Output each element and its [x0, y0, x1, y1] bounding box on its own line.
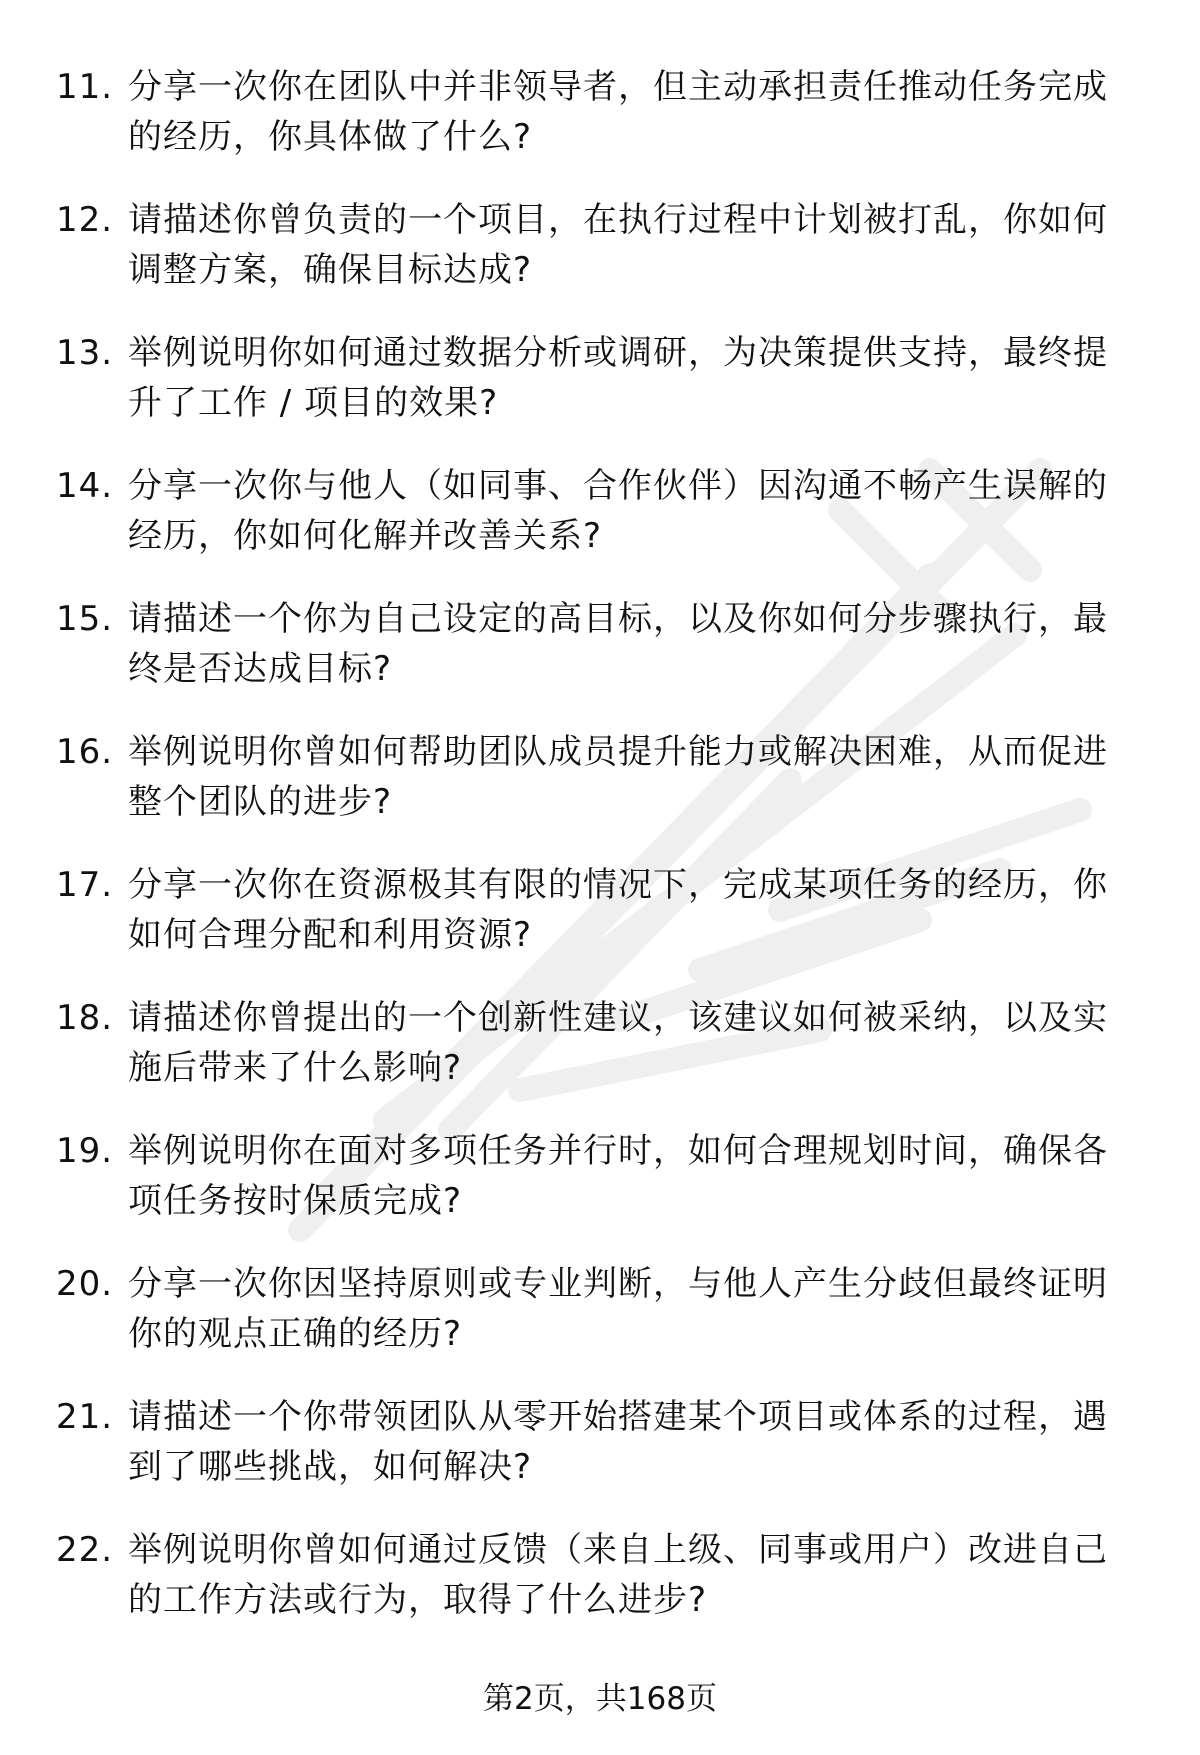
question-text: 举例说明你曾如何通过反馈（来自上级、同事或用户）改进自己的工作方法或行为，取得了什么进步?	[128, 1530, 1108, 1620]
question-number: 17.	[56, 865, 114, 905]
question-number: 13.	[56, 333, 114, 373]
question-text: 举例说明你如何通过数据分析或调研，为决策提供支持，最终提升了工作 / 项目的效果?	[128, 333, 1108, 423]
question-item	[0, 1120, 1200, 1253]
question-text: 请描述你曾负责的一个项目，在执行过程中计划被打乱，你如何调整方案，确保目标达成?	[128, 200, 1108, 290]
question-item	[0, 322, 1200, 455]
page-footer: 第2页，共168页	[483, 1681, 717, 1717]
question-number: 15.	[56, 599, 114, 639]
question-text: 分享一次你因坚持原则或专业判断，与他人产生分歧但最终证明你的观点正确的经历?	[128, 1264, 1108, 1354]
question-text: 举例说明你曾如何帮助团队成员提升能力或解决困难，从而促进整个团队的进步?	[128, 732, 1108, 822]
question-text: 请描述一个你带领团队从零开始搭建某个项目或体系的过程，遇到了哪些挑战，如何解决?	[128, 1397, 1108, 1487]
question-number: 11.	[56, 67, 114, 107]
question-item	[0, 56, 1200, 189]
question-text: 分享一次你在团队中并非领导者，但主动承担责任推动任务完成的经历，你具体做了什么?	[128, 67, 1108, 157]
question-item	[0, 854, 1200, 987]
question-number: 22.	[56, 1530, 114, 1570]
question-text: 请描述一个你为自己设定的高目标，以及你如何分步骤执行，最终是否达成目标?	[128, 599, 1108, 689]
question-text: 举例说明你在面对多项任务并行时，如何合理规划时间，确保各项任务按时保质完成?	[128, 1131, 1108, 1221]
question-list	[0, 56, 1200, 1652]
question-number: 21.	[56, 1397, 114, 1437]
question-item	[0, 455, 1200, 588]
question-text: 请描述你曾提出的一个创新性建议，该建议如何被采纳，以及实施后带来了什么影响?	[128, 998, 1108, 1088]
question-number: 20.	[56, 1264, 114, 1304]
question-number: 19.	[56, 1131, 114, 1171]
question-item	[0, 1386, 1200, 1519]
question-number: 12.	[56, 200, 114, 240]
question-number: 18.	[56, 998, 114, 1038]
question-item	[0, 1253, 1200, 1386]
question-text: 分享一次你在资源极其有限的情况下，完成某项任务的经历，你如何合理分配和利用资源?	[128, 865, 1108, 955]
question-item	[0, 987, 1200, 1120]
question-item	[0, 721, 1200, 854]
question-item	[0, 588, 1200, 721]
question-number: 14.	[56, 466, 114, 506]
question-number: 16.	[56, 732, 114, 772]
question-text: 分享一次你与他人（如同事、合作伙伴）因沟通不畅产生误解的经历，你如何化解并改善关系?	[128, 466, 1108, 556]
question-item	[0, 189, 1200, 322]
question-item	[0, 1519, 1200, 1652]
